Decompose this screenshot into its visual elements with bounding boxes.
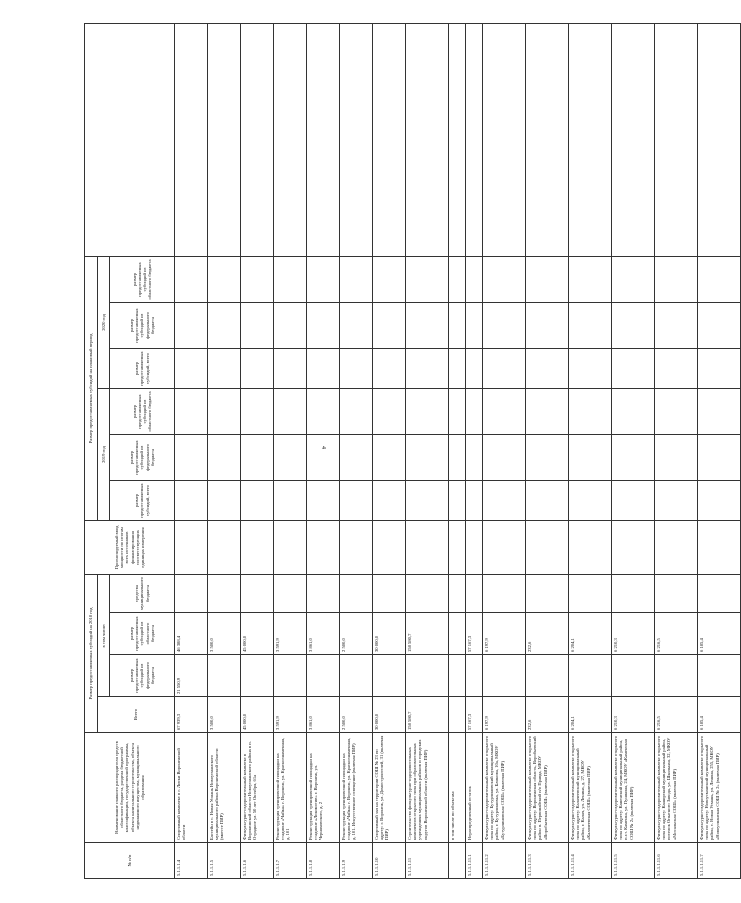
header-name: Наименование главного распорядителя средств областного бюджета, раздела бюджетной классификации, государственной программы, объекта капитального строительства, объекта недвижимого имущества, муниципального образования xyxy=(85,733,175,843)
row-total-cell: 45 000,0 xyxy=(241,697,274,733)
row-num-cell: 5.1.1.1.11.2 xyxy=(483,843,526,879)
row-2019-total-cell xyxy=(569,481,612,521)
row-reg-cell: 6 185,4 xyxy=(698,613,741,655)
row-2019-total-cell xyxy=(208,481,241,521)
row-2020-fed-cell xyxy=(612,303,655,349)
row-reg-cell: 6 197,9 xyxy=(483,613,526,655)
header-2020-total: размер предоставляемых субсидий, всего xyxy=(110,349,175,389)
row-2020-fed-cell xyxy=(175,303,208,349)
row-name-cell: Физкультурно-оздоровительный комплекс открытого типа по адресу: Бутурлиновский муниципальный район, г. Бутурлиновка, ул. Блинова, 10а, МКОУ «Бутурлиновская СОШ» (включая ПИР) xyxy=(483,733,526,843)
header-num: № п/п xyxy=(85,843,175,879)
row-power-cell xyxy=(406,521,449,575)
row-name-cell: Физкультурно-оздоровительный комплекс открытого типа по адресу: Каменский муниципальный район, п.г.т. Каменка, ул. Пушкина, 24, МКОУ «Каменская СОШ № 2» (включая ПИР) xyxy=(612,733,655,843)
row-fed-cell xyxy=(340,655,373,697)
row-spacer-cell xyxy=(612,23,655,256)
row-reg-cell: 3 500,0 xyxy=(208,613,241,655)
row-power-cell xyxy=(483,521,526,575)
row-2019-total-cell xyxy=(466,481,483,521)
row-spacer-cell xyxy=(449,23,466,256)
row-2019-fed-cell xyxy=(208,435,241,481)
header-power: Прогнозируемый ввод мощности по итогам всех источников финансирования соответствующих единицах измерения xyxy=(85,521,175,575)
row-2020-reg-cell xyxy=(208,256,241,302)
row-2019-total-cell xyxy=(526,481,569,521)
row-fed-cell xyxy=(466,655,483,697)
row-2020-reg-cell xyxy=(526,256,569,302)
row-2020-fed-cell xyxy=(466,303,483,349)
row-num-cell: 5.1.1.1.11 xyxy=(406,843,449,879)
row-name-cell: Физкультурно-оздоровительный комплекс открытого типа по адресу: Калачеевский муниципальный район, г. Калач, ул. Ленина, д. 27, МКОУ «Калачеевская СОШ» (включая ПИР) xyxy=(569,733,612,843)
row-total-cell: 6 197,9 xyxy=(483,697,526,733)
row-spacer-cell xyxy=(373,23,406,256)
row-2019-reg-cell xyxy=(698,389,741,435)
row-2020-total-cell xyxy=(241,349,274,389)
row-2019-fed-cell xyxy=(449,435,466,481)
row-2019-fed-cell xyxy=(406,435,449,481)
row-2020-total-cell xyxy=(175,349,208,389)
row-2020-fed-cell xyxy=(241,303,274,349)
row-2020-fed-cell xyxy=(569,303,612,349)
table-row xyxy=(406,23,449,878)
budget-subsidy-table-sheet xyxy=(84,24,720,879)
row-name-cell: Реконструкция тренировочной площадки на стадионе «Чайка» г. Воронеж, ул. Краснознаменная, д. 101 xyxy=(274,733,307,843)
row-mun-cell xyxy=(466,575,483,613)
row-reg-cell xyxy=(449,613,466,655)
row-2020-fed-cell xyxy=(340,303,373,349)
row-total-cell: 30 000,0 xyxy=(373,697,406,733)
row-2019-reg-cell xyxy=(373,389,406,435)
row-fed-cell xyxy=(406,655,449,697)
row-spacer-cell xyxy=(466,23,483,256)
row-num-cell: 5.1.1.1.11.6 xyxy=(655,843,698,879)
row-2020-fed-cell xyxy=(483,303,526,349)
row-2019-total-cell xyxy=(373,481,406,521)
row-2019-total-cell xyxy=(406,481,449,521)
row-2019-fed-cell xyxy=(241,435,274,481)
table-row xyxy=(698,23,741,878)
row-num-cell: 5.1.1.1.11.7 xyxy=(698,843,741,879)
row-2019-fed-cell xyxy=(612,435,655,481)
row-2020-fed-cell xyxy=(406,303,449,349)
table-row xyxy=(483,23,526,878)
row-power-cell xyxy=(340,521,373,575)
row-2019-fed-cell xyxy=(483,435,526,481)
row-total-cell: 6 210,3 xyxy=(612,697,655,733)
row-power-cell xyxy=(449,521,466,575)
row-reg-cell: 6 216,5 xyxy=(655,613,698,655)
row-2020-total-cell xyxy=(612,349,655,389)
row-mun-cell xyxy=(406,575,449,613)
row-name-cell: Физкультурно-оздоровительный комплекс открытого типа по адресу: Каширский муниципальный район, поселок Опытного Завода, ул. Школьная, 32, МКОУ «Мосальская СОШ» (включая ПИР) xyxy=(655,733,698,843)
header-fed-2018: размер предоставляемых субсидий из федерального бюджета xyxy=(110,655,175,697)
row-name-cell: в том числе по объектам: xyxy=(449,733,466,843)
row-2020-total-cell xyxy=(406,349,449,389)
header-total: Всего xyxy=(98,697,175,733)
row-mun-cell xyxy=(340,575,373,613)
row-2019-reg-cell xyxy=(307,389,340,435)
row-spacer-cell xyxy=(655,23,698,256)
row-fed-cell xyxy=(483,655,526,697)
row-2020-reg-cell xyxy=(241,256,274,302)
row-reg-cell: 30 000,0 xyxy=(373,613,406,655)
row-num-cell: 5.1.1.1.9 xyxy=(340,843,373,879)
row-mun-cell xyxy=(698,575,741,613)
row-fed-cell xyxy=(241,655,274,697)
row-name-cell: Физкультурно-оздоровительный комплекс открытого типа по адресу: Воронежская область, Воробьевский район п. Первомайский п/о Правда, МКОУ «Воробьевская СОШ» (включая ПИР) xyxy=(526,733,569,843)
row-fed-cell xyxy=(655,655,698,697)
row-2019-fed-cell xyxy=(274,435,307,481)
row-2020-total-cell xyxy=(483,349,526,389)
row-fed-cell xyxy=(612,655,655,697)
row-2019-total-cell xyxy=(483,481,526,521)
row-2019-reg-cell xyxy=(612,389,655,435)
header-year-2019: 2019 год xyxy=(98,389,110,521)
row-mun-cell xyxy=(612,575,655,613)
row-2019-reg-cell xyxy=(526,389,569,435)
row-num-cell: 5.1.1.1.11.1 xyxy=(466,843,483,879)
row-2019-reg-cell xyxy=(655,389,698,435)
row-power-cell xyxy=(241,521,274,575)
header-incl: в том числе: xyxy=(98,575,110,697)
row-mun-cell xyxy=(208,575,241,613)
row-num-cell: 5.1.1.1.7 xyxy=(274,843,307,879)
row-2019-fed-cell xyxy=(466,435,483,481)
row-name-cell: Реконструкция тренировочной площадки на стадионе «Чайка» г. Воронеж, ул. Краснознаменная, д. 101. Искусственное освещение (включая ПИР) xyxy=(340,733,373,843)
row-reg-cell: 232,6 xyxy=(526,613,569,655)
table-row xyxy=(655,23,698,878)
row-2020-reg-cell xyxy=(466,256,483,302)
row-reg-cell: 46 388,4 xyxy=(175,613,208,655)
row-num-cell: 5.1.1.1.11.5 xyxy=(612,843,655,879)
row-2020-total-cell xyxy=(526,349,569,389)
row-reg-cell: 158 580,7 xyxy=(406,613,449,655)
header-mun-2018: средства муниципального бюджета xyxy=(110,575,175,613)
row-reg-cell: 6 210,3 xyxy=(612,613,655,655)
row-total-cell: 3 861,0 xyxy=(307,697,340,733)
row-power-cell xyxy=(175,521,208,575)
row-2019-fed-cell xyxy=(373,435,406,481)
row-2020-reg-cell xyxy=(449,256,466,302)
row-num-cell: 5.1.1.1.8 xyxy=(307,843,340,879)
row-spacer-cell xyxy=(241,23,274,256)
row-spacer-cell xyxy=(208,23,241,256)
page-number: 4 xyxy=(320,446,326,449)
row-fed-cell xyxy=(698,655,741,697)
subsidy-table xyxy=(84,23,741,879)
row-2019-total-cell xyxy=(175,481,208,521)
row-fed-cell xyxy=(274,655,307,697)
row-spacer-cell xyxy=(483,23,526,256)
row-2020-total-cell xyxy=(307,349,340,389)
row-name-cell: Физкультурно-оздоровительный комплекс в Воронежской области Новоусманского района в п. Отрадное ул. 50 лет Октября, 61а xyxy=(241,733,274,843)
row-2020-reg-cell xyxy=(569,256,612,302)
row-power-cell xyxy=(655,521,698,575)
row-2019-reg-cell xyxy=(466,389,483,435)
row-name-cell: Спортивный комплекс в г. Лиски Воронежской области xyxy=(175,733,208,843)
row-2019-fed-cell xyxy=(569,435,612,481)
row-2019-fed-cell xyxy=(340,435,373,481)
row-2020-fed-cell xyxy=(698,303,741,349)
row-power-cell xyxy=(466,521,483,575)
row-2020-total-cell xyxy=(449,349,466,389)
row-2019-total-cell xyxy=(449,481,466,521)
row-power-cell xyxy=(208,521,241,575)
row-2019-reg-cell xyxy=(483,389,526,435)
row-2019-reg-cell xyxy=(449,389,466,435)
row-power-cell xyxy=(569,521,612,575)
header-block-plan: Размер предоставляемых субсидий на плановый период xyxy=(85,256,98,520)
table-row xyxy=(208,23,241,878)
row-power-cell xyxy=(373,521,406,575)
row-2020-total-cell xyxy=(208,349,241,389)
row-2020-reg-cell xyxy=(612,256,655,302)
row-2019-reg-cell xyxy=(406,389,449,435)
row-2020-fed-cell xyxy=(274,303,307,349)
row-mun-cell xyxy=(569,575,612,613)
row-mun-cell xyxy=(655,575,698,613)
row-2020-total-cell xyxy=(373,349,406,389)
row-2019-reg-cell xyxy=(340,389,373,435)
row-2019-reg-cell xyxy=(569,389,612,435)
row-2020-total-cell xyxy=(340,349,373,389)
row-2020-fed-cell xyxy=(307,303,340,349)
row-num-cell: 5.1.1.1.11.3 xyxy=(526,843,569,879)
row-2020-reg-cell xyxy=(340,256,373,302)
row-2020-total-cell xyxy=(698,349,741,389)
header-2020-fed: размер предоставляемых субсидий из федерального бюджета xyxy=(110,303,175,349)
row-fed-cell xyxy=(449,655,466,697)
row-fed-cell xyxy=(526,655,569,697)
table-row xyxy=(569,23,612,878)
row-num-cell xyxy=(449,843,466,879)
row-name-cell: Строительство физкультурно-оздоровительных комплексов открытого типа при образовательных учреждениях муниципальных районов и городских округов Воронежской области (включая ПИР) xyxy=(406,733,449,843)
row-2019-fed-cell xyxy=(526,435,569,481)
row-2019-total-cell xyxy=(698,481,741,521)
row-spacer-cell xyxy=(526,23,569,256)
header-block-2018: Размер предоставляемых субсидий на 2018 год xyxy=(85,575,98,733)
header-reg-2018: размер предоставляемых субсидий из областного бюджета xyxy=(110,613,175,655)
row-spacer-cell xyxy=(307,23,340,256)
row-2020-total-cell xyxy=(466,349,483,389)
row-2020-total-cell xyxy=(274,349,307,389)
header-2019-fed: размер предоставляемых субсидий из федерального бюджета xyxy=(110,435,175,481)
row-total-cell: 57 167,3 xyxy=(466,697,483,733)
row-reg-cell: 3 591,9 xyxy=(274,613,307,655)
row-2020-reg-cell xyxy=(274,256,307,302)
row-2020-fed-cell xyxy=(208,303,241,349)
row-2020-total-cell xyxy=(569,349,612,389)
row-mun-cell xyxy=(483,575,526,613)
table-row xyxy=(466,23,483,878)
row-fed-cell xyxy=(569,655,612,697)
row-mun-cell xyxy=(449,575,466,613)
row-2020-fed-cell xyxy=(373,303,406,349)
row-2019-total-cell xyxy=(340,481,373,521)
row-2020-reg-cell xyxy=(406,256,449,302)
row-num-cell: 5.1.1.1.11.4 xyxy=(569,843,612,879)
row-spacer-cell xyxy=(406,23,449,256)
table-row xyxy=(340,23,373,878)
table-row xyxy=(526,23,569,878)
row-2020-fed-cell xyxy=(526,303,569,349)
table-body xyxy=(175,23,741,878)
row-fed-cell xyxy=(373,655,406,697)
row-name-cell: Бассейн в с. Новая Усмань Новоусманского муниципального района Воронежской области (вместе ПИР) xyxy=(208,733,241,843)
row-2019-reg-cell xyxy=(208,389,241,435)
row-mun-cell xyxy=(307,575,340,613)
row-2019-total-cell xyxy=(274,481,307,521)
row-mun-cell xyxy=(274,575,307,613)
row-2019-fed-cell xyxy=(698,435,741,481)
row-spacer-cell xyxy=(175,23,208,256)
row-spacer-cell xyxy=(569,23,612,256)
header-spacer xyxy=(85,23,175,256)
row-power-cell xyxy=(307,521,340,575)
row-reg-cell: 57 167,3 xyxy=(466,613,483,655)
row-2020-reg-cell xyxy=(655,256,698,302)
row-spacer-cell xyxy=(698,23,741,256)
row-name-cell: Физкультурно-оздоровительный комплекс открытого типа по адресу: Новоусманский муниципальный район, с. Новая Усмань, ул. Ленина, 255, МКОУ «Новоусманская СОШ № 2» (включая ПИР) xyxy=(698,733,741,843)
row-power-cell xyxy=(274,521,307,575)
table-row xyxy=(241,23,274,878)
table-row xyxy=(449,23,466,878)
row-fed-cell xyxy=(307,655,340,697)
row-2019-reg-cell xyxy=(274,389,307,435)
row-total-cell: 158 580,7 xyxy=(406,697,449,733)
row-2019-fed-cell xyxy=(655,435,698,481)
row-2020-total-cell xyxy=(655,349,698,389)
table-row xyxy=(274,23,307,878)
header-2019-total: размер предоставляемых субсидий, всего xyxy=(110,481,175,521)
row-2020-reg-cell xyxy=(373,256,406,302)
row-mun-cell xyxy=(373,575,406,613)
row-total-cell: 2 500,0 xyxy=(340,697,373,733)
row-reg-cell: 6 204,1 xyxy=(569,613,612,655)
row-2019-fed-cell xyxy=(175,435,208,481)
header-2020-reg: размер предоставляемых субсидий из областного бюджета xyxy=(110,256,175,302)
row-reg-cell: 3 861,0 xyxy=(307,613,340,655)
row-name-cell: Нераспределенный остаток xyxy=(466,733,483,843)
row-2019-total-cell xyxy=(612,481,655,521)
row-name-cell: Спортивный зал на территории СОШ № 23 по адресу: г. Воронеж, ул. Домостроителей, 31 (включая ПИР) xyxy=(373,733,406,843)
row-reg-cell: 2 500,0 xyxy=(340,613,373,655)
row-power-cell xyxy=(698,521,741,575)
row-spacer-cell xyxy=(340,23,373,256)
row-mun-cell xyxy=(175,575,208,613)
row-2020-fed-cell xyxy=(449,303,466,349)
row-fed-cell xyxy=(208,655,241,697)
row-2019-total-cell xyxy=(655,481,698,521)
row-2019-total-cell xyxy=(241,481,274,521)
row-2020-reg-cell xyxy=(175,256,208,302)
row-total-cell: 3 500,0 xyxy=(208,697,241,733)
row-2019-total-cell xyxy=(307,481,340,521)
table-row xyxy=(307,23,340,878)
table-row xyxy=(175,23,208,878)
row-power-cell xyxy=(526,521,569,575)
row-name-cell: Реконструкция тренировочной площадки на стадионе «Локомотив» г. Воронеж, ул. Черняховского, д. 2 xyxy=(307,733,340,843)
row-power-cell xyxy=(612,521,655,575)
row-2020-reg-cell xyxy=(483,256,526,302)
row-total-cell: 232,6 xyxy=(526,697,569,733)
row-2020-fed-cell xyxy=(655,303,698,349)
row-total-cell: 6 204,1 xyxy=(569,697,612,733)
row-2019-fed-cell xyxy=(307,435,340,481)
row-num-cell: 5.1.1.1.10 xyxy=(373,843,406,879)
row-reg-cell: 45 000,0 xyxy=(241,613,274,655)
row-num-cell: 5.1.1.1.4 xyxy=(175,843,208,879)
row-2020-reg-cell xyxy=(307,256,340,302)
header-year-2020: 2020 год xyxy=(98,256,110,388)
row-2019-reg-cell xyxy=(241,389,274,435)
row-total-cell xyxy=(449,697,466,733)
row-total-cell: 6 185,4 xyxy=(698,697,741,733)
row-2020-reg-cell xyxy=(698,256,741,302)
row-mun-cell xyxy=(241,575,274,613)
header-2019-reg: размер предоставляемых субсидий из областного бюджета xyxy=(110,389,175,435)
table-row xyxy=(612,23,655,878)
row-spacer-cell xyxy=(274,23,307,256)
table-row xyxy=(373,23,406,878)
row-mun-cell xyxy=(526,575,569,613)
row-total-cell: 67 939,3 xyxy=(175,697,208,733)
row-num-cell: 5.1.1.1.5 xyxy=(208,843,241,879)
row-total-cell: 6 216,5 xyxy=(655,697,698,733)
row-2019-reg-cell xyxy=(175,389,208,435)
row-total-cell: 3 591,9 xyxy=(274,697,307,733)
row-fed-cell: 21 550,9 xyxy=(175,655,208,697)
row-num-cell: 5.1.1.1.6 xyxy=(241,843,274,879)
